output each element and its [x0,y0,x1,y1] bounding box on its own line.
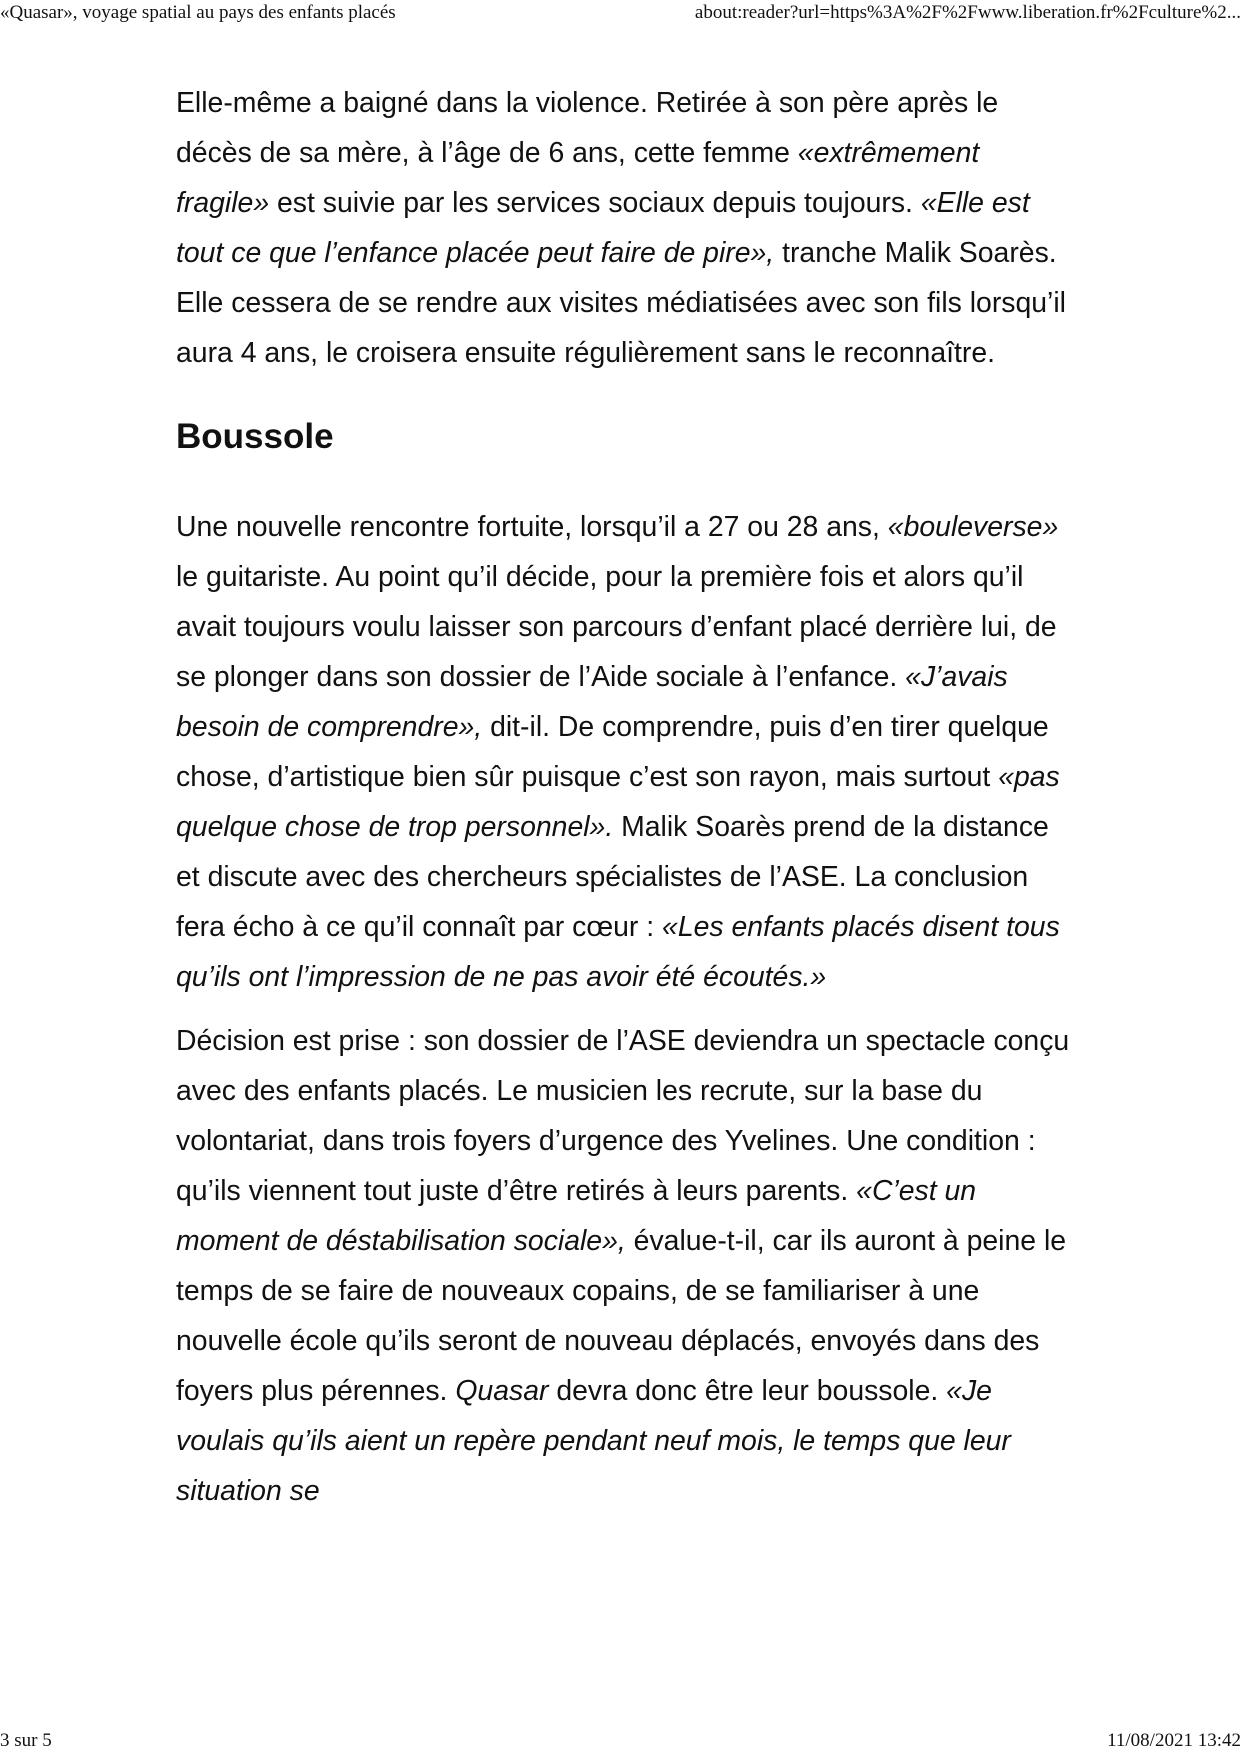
text-run: tranche Malik Soarès. Elle cessera de se rendre aux visites médiatisées avec son fils lorsqu’il aura 4 ans, le croisera ensuite régulièrement sans le reconnaître. [176,237,1066,369]
text-run: Elle-même a baigné dans la violence. Retirée à son père après le décès de sa mère, à l’âge de 6 ans, cette femme [176,87,999,169]
text-run: Une nouvelle rencontre fortuite, lorsqu’il a 27 ou 28 ans, [176,511,888,543]
quote-run: «C’est un moment de déstabilisation sociale», [176,1175,977,1257]
quote-run: «Elle est tout ce que l’enfance placée peut faire de pire», [176,187,1030,269]
paragraph-1 [176,78,1076,378]
section-heading: Boussole [176,417,334,456]
quote-run: «extrêmement fragile» [176,137,980,219]
quote-run: «Je voulais qu’ils aient un repère pendant neuf mois, le temps que leur situation se [176,1375,1011,1507]
article-body [176,78,1076,1516]
page-number: 3 sur 5 [0,1730,52,1751]
print-header [0,2,1241,28]
quote-run: «bouleverse» [887,511,1059,543]
text-run: le guitariste. Au point qu’il décide, pour la première fois et alors qu’il avait toujours voulu laisser son parcours d’enfant placé derrière lui, de se plonger dans son dossier de l’Aide sociale à l’enfance. [176,561,1057,693]
paragraph-3 [176,1016,1076,1516]
quote-run: «pas quelque chose de trop personnel». [176,761,1060,843]
text-run: devra donc être leur boussole. [548,1375,947,1407]
paragraph-2 [176,502,1076,1002]
quote-run: «Les enfants placés disent tous qu’ils ont l’impression de ne pas avoir été écoutés.» [176,911,1060,993]
text-run: Décision est prise : son dossier de l’ASE deviendra un spectacle conçu avec des enfants placés. Le musicien les recrute, sur la base du volontariat, dans trois foyers d’urgence des Yvelines. Une condition : qu’ils viennent tout juste d’être retirés à leurs parents. [176,1025,1070,1207]
text-run: est suivie par les services sociaux depuis toujours. [269,187,921,219]
print-footer [0,1726,1241,1752]
page-url: about:reader?url=https%3A%2F%2Fwww.liberation.fr%2Fculture%2... [694,2,1241,23]
text-run: Malik Soarès prend de la distance et discute avec des chercheurs spécialistes de l’ASE. La conclusion fera écho à ce qu’il connaît par cœur : [176,811,1049,943]
quote-run: «J’avais besoin de comprendre», [176,661,1008,743]
quote-run: Quasar [455,1375,549,1407]
page-title: «Quasar», voyage spatial au pays des enfants placés [0,2,396,23]
text-run: évalue-t-il, car ils auront à peine le temps de se faire de nouveaux copains, de se familiariser à une nouvelle école qu’ils seront de nouveau déplacés, envoyés dans des foyers plus pérennes. [176,1225,1067,1407]
text-run: dit-il. De comprendre, puis d’en tirer quelque chose, d’artistique bien sûr puisque c’est son rayon, mais surtout [176,711,1049,793]
print-datetime: 11/08/2021 13:42 [1107,1730,1241,1751]
